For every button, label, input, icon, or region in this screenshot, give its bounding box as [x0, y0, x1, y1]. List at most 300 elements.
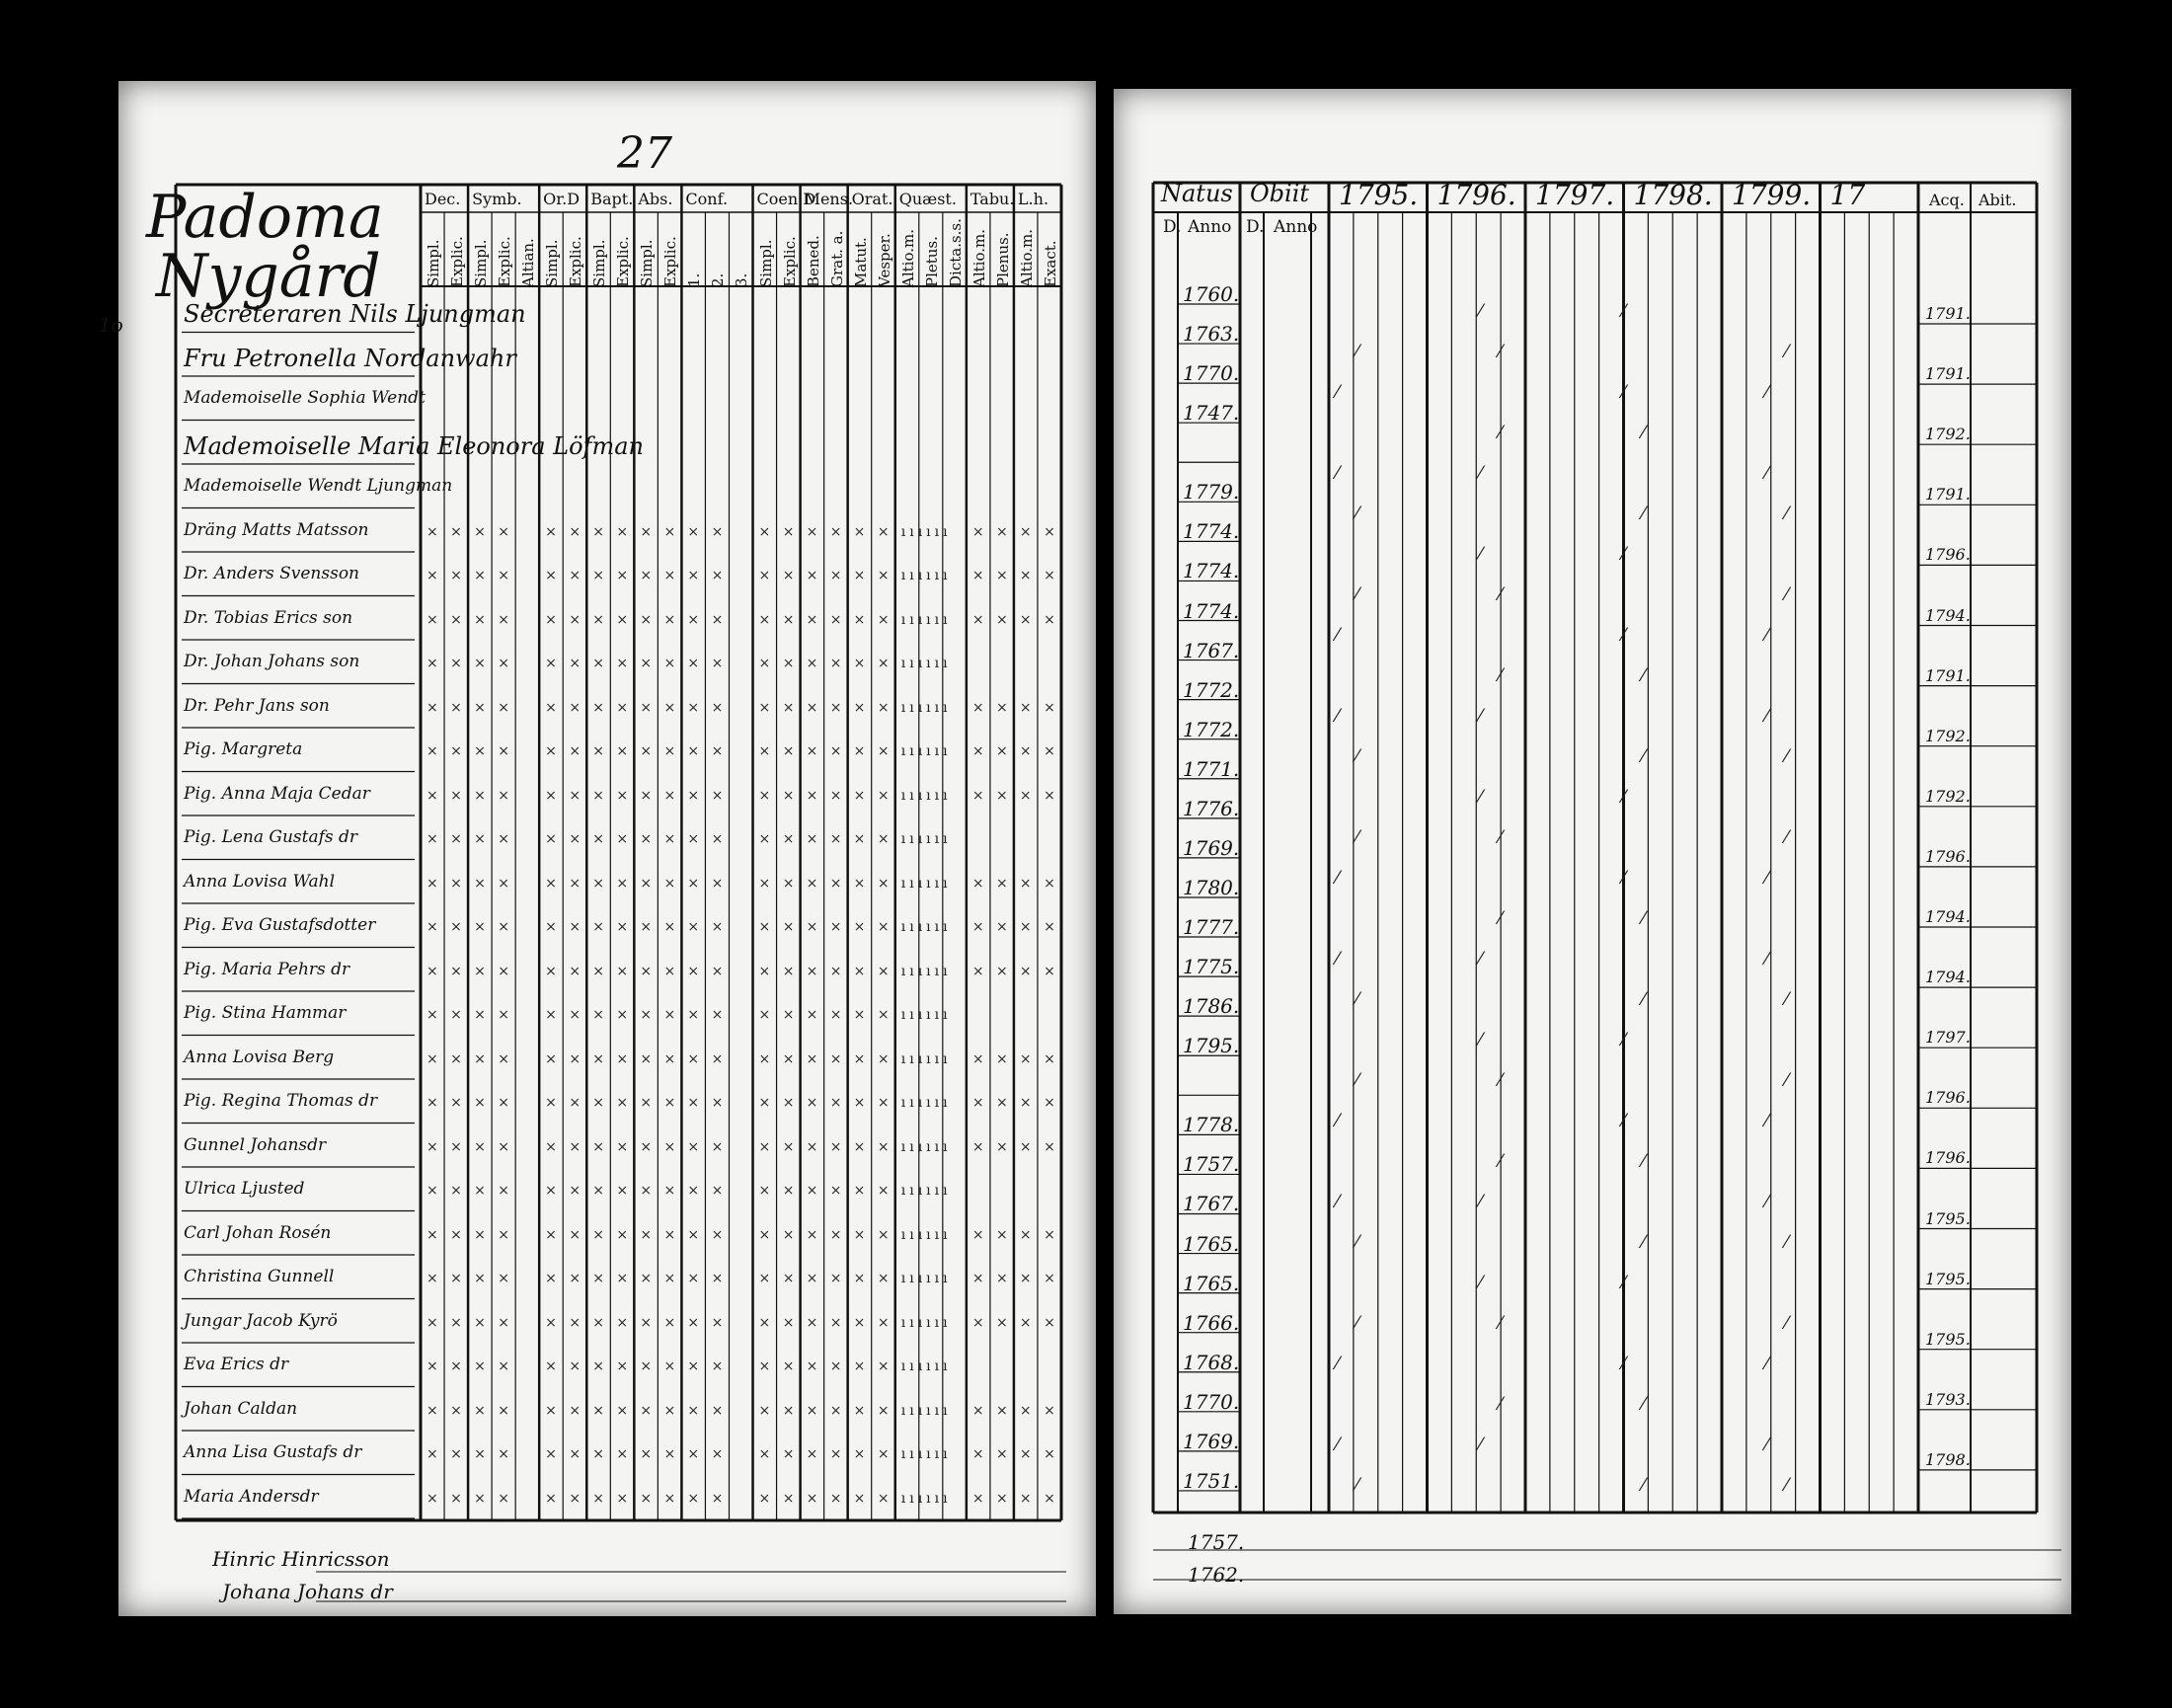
tally-mark: × × [427, 875, 466, 892]
tally-mark: × × [474, 568, 513, 584]
tally-fraction: ⁄ [1499, 423, 1507, 443]
tally-mark: × × [427, 1271, 466, 1287]
column-group-header: Quæst. [898, 190, 957, 208]
register-row-name: Anna Lisa Gustafs dr [184, 1442, 362, 1463]
tally-mark: × × [592, 568, 633, 584]
tally-fraction: ⁄ [1622, 868, 1630, 889]
tally-mark: × × [687, 1226, 728, 1243]
tally-mark: × × [474, 1446, 513, 1463]
column-sub-header: 1. [685, 272, 704, 287]
column-sub-header: Grat. a. [827, 230, 846, 287]
year-header: 1797. [1535, 179, 1615, 211]
tally-mark: × × [474, 1183, 513, 1200]
tally-mark: × × [592, 787, 633, 804]
tally-fraction: ⁄ [1356, 827, 1363, 848]
register-row-name: Carl Johan Rosén [184, 1222, 332, 1243]
acq-year: 1792. [1925, 726, 1971, 745]
tally-mark: × × [1019, 1490, 1059, 1507]
tally-fraction: ⁄ [1785, 746, 1793, 767]
tally-mark: × × [853, 656, 893, 672]
tally-mark: × × [427, 1183, 466, 1200]
tally-mark: × × [758, 919, 799, 936]
tally-mark: × × [592, 743, 633, 760]
tally-mark: × × [971, 699, 1012, 716]
natus-day-header: D. [1163, 217, 1182, 237]
tally-mark: × × [640, 1007, 680, 1024]
tally-mark: × × [806, 656, 846, 672]
birth-year: 1769. [1183, 835, 1240, 860]
tally-mark: × × [971, 1490, 1012, 1507]
tally-fraction: ⁄ [1499, 827, 1507, 848]
tally-mark: × × [1019, 1226, 1059, 1243]
tally-mark: × × [640, 656, 680, 672]
tally-mark: ıııııı [900, 1095, 952, 1112]
year-header: 1795. [1339, 179, 1419, 211]
acq-year: 1795. [1925, 1208, 1971, 1228]
register-row-name: Pig. Maria Pehrs dr [184, 959, 350, 979]
tally-mark: × × [474, 875, 513, 892]
tally-mark: × × [545, 1007, 585, 1024]
tally-mark: × × [545, 1095, 585, 1112]
tally-fraction: ⁄ [1499, 1070, 1507, 1091]
acq-year: 1791. [1925, 665, 1971, 685]
tally-fraction: ⁄ [1336, 868, 1344, 889]
acq-year: 1792. [1925, 786, 1971, 806]
tally-mark: × × [853, 611, 893, 628]
tally-mark: ıııııı [900, 1359, 952, 1375]
tally-mark: × × [971, 1314, 1012, 1331]
tally-mark: ıııııı [900, 1314, 952, 1331]
tally-mark: × × [687, 1490, 728, 1507]
tally-fraction: ⁄ [1336, 625, 1344, 646]
tally-fraction: ⁄ [1499, 1313, 1507, 1334]
tally-mark: × × [640, 611, 680, 628]
tally-mark: × × [687, 1050, 728, 1067]
register-row-name: Ulrica Ljusted [184, 1179, 305, 1200]
tally-mark: × × [1019, 568, 1059, 584]
birth-year: 1760. [1183, 282, 1240, 306]
tally-mark: × × [592, 699, 633, 716]
tally-mark: × × [640, 1095, 680, 1112]
acq-year: 1796. [1925, 846, 1971, 866]
register-row-name: Anna Lovisa Berg [184, 1047, 335, 1067]
column-sub-header: Explic. [780, 236, 799, 287]
tally-fraction: ⁄ [1785, 1313, 1793, 1334]
tally-mark: × × [592, 1271, 633, 1287]
tally-fraction: ⁄ [1642, 1475, 1650, 1496]
tally-fraction: ⁄ [1479, 787, 1487, 808]
tally-mark: × × [971, 611, 1012, 628]
column-sub-header: 3. [733, 272, 751, 287]
estate-name-line1: Padoma [146, 183, 384, 252]
tally-fraction: ⁄ [1356, 342, 1363, 362]
birth-year: 1766. [1183, 1310, 1240, 1335]
birth-year: 1770. [1183, 1389, 1240, 1414]
tally-mark: × × [1019, 611, 1059, 628]
tally-mark: × × [545, 1183, 585, 1200]
tally-mark: × × [640, 1402, 680, 1419]
tally-mark: × × [427, 787, 466, 804]
tally-mark: × × [853, 1314, 893, 1331]
tally-fraction: ⁄ [1785, 989, 1793, 1010]
tally-fraction: ⁄ [1622, 1030, 1630, 1050]
register-row-name: Pig. Eva Gustafsdotter [184, 915, 376, 936]
tally-mark: × × [592, 1095, 633, 1112]
tally-mark: × × [545, 1490, 585, 1507]
tally-mark: × × [806, 1490, 846, 1507]
tally-mark: × × [427, 568, 466, 584]
tally-mark: × × [592, 919, 633, 936]
tally-mark: × × [758, 656, 799, 672]
tally-mark: × × [687, 919, 728, 936]
tally-fraction: ⁄ [1642, 908, 1650, 929]
birth-year: 1777. [1183, 915, 1240, 940]
tally-mark: × × [474, 1226, 513, 1243]
tally-mark: × × [853, 1490, 893, 1507]
tally-fraction: ⁄ [1785, 1232, 1793, 1253]
tally-fraction: ⁄ [1642, 1151, 1650, 1172]
tally-mark: × × [592, 1314, 633, 1331]
tally-fraction: ⁄ [1356, 1232, 1363, 1253]
tally-mark: × × [687, 1359, 728, 1375]
tally-mark: × × [758, 1226, 799, 1243]
tally-mark: × × [545, 656, 585, 672]
year-header: 1796. [1436, 179, 1516, 211]
tally-mark: × × [971, 1402, 1012, 1419]
tally-mark: × × [806, 875, 846, 892]
tally-mark: × × [687, 1138, 728, 1155]
tally-mark: × × [427, 1446, 466, 1463]
tally-fraction: ⁄ [1479, 949, 1487, 970]
register-row-name: Pig. Anna Maja Cedar [184, 783, 370, 804]
tally-mark: × × [758, 523, 799, 540]
tally-fraction: ⁄ [1336, 1111, 1344, 1131]
tally-mark: × × [1019, 963, 1059, 979]
tally-mark: × × [806, 1138, 846, 1155]
birth-year: 1767. [1183, 638, 1240, 662]
tally-mark: × × [474, 787, 513, 804]
tally-mark: × × [427, 919, 466, 936]
tally-mark: × × [687, 523, 728, 540]
tally-fraction: ⁄ [1479, 1273, 1487, 1293]
tally-mark: × × [640, 523, 680, 540]
birth-year: 1757. [1183, 1152, 1240, 1177]
tally-mark: × × [427, 1138, 466, 1155]
tally-mark: × × [545, 1226, 585, 1243]
tally-mark: × × [758, 1007, 799, 1024]
birth-year: 1751. [1183, 1468, 1240, 1493]
tally-mark: × × [853, 875, 893, 892]
acq-year: 1791. [1925, 304, 1971, 323]
tally-mark: × × [971, 919, 1012, 936]
register-row-name: Gunnel Johansdr [184, 1134, 327, 1155]
tally-fraction: ⁄ [1499, 1151, 1507, 1172]
tally-fraction: ⁄ [1356, 584, 1363, 605]
tally-mark: × × [592, 1359, 633, 1375]
column-sub-header: Explic. [448, 236, 467, 287]
column-sub-header: Simpl. [425, 239, 442, 287]
tally-mark: × × [1019, 1402, 1059, 1419]
tally-fraction: ⁄ [1622, 1111, 1630, 1131]
tally-fraction: ⁄ [1785, 504, 1793, 524]
tally-fraction: ⁄ [1336, 706, 1344, 727]
tally-mark: × × [474, 1271, 513, 1287]
acq-year: 1791. [1925, 364, 1971, 384]
column-sub-header: Altian. [519, 238, 538, 287]
column-sub-header: Simpl. [472, 239, 491, 287]
birth-year: 1779. [1183, 480, 1240, 505]
tally-mark: ıııııı [900, 611, 952, 628]
birth-year: 1772. [1183, 717, 1240, 741]
birth-year: 1768. [1183, 1350, 1240, 1374]
tally-fraction: ⁄ [1356, 1313, 1363, 1334]
tally-fraction: ⁄ [1622, 1273, 1630, 1293]
register-row-name: Anna Lovisa Wahl [184, 871, 336, 892]
tally-mark: × × [971, 787, 1012, 804]
tally-mark: × × [640, 919, 680, 936]
tally-fraction: ⁄ [1479, 1435, 1487, 1455]
register-row-name: Pig. Stina Hammar [184, 1003, 347, 1024]
tally-mark: × × [806, 1446, 846, 1463]
tally-fraction: ⁄ [1336, 382, 1344, 403]
tally-mark: × × [474, 1007, 513, 1024]
birth-year: 1774. [1183, 559, 1240, 583]
tally-mark: × × [853, 831, 893, 848]
tally-fraction: ⁄ [1499, 665, 1507, 686]
tally-mark: × × [545, 568, 585, 584]
tally-mark: × × [427, 1314, 466, 1331]
tally-mark: × × [427, 699, 466, 716]
tally-mark: × × [687, 963, 728, 979]
tally-mark: ıııııı [900, 1271, 952, 1287]
tally-mark: × × [758, 611, 799, 628]
tally-mark: × × [806, 1359, 846, 1375]
tally-mark: ıııııı [900, 699, 952, 716]
tally-mark: ıııııı [900, 1138, 952, 1155]
natus-year-header: Anno [1188, 217, 1232, 237]
left-register-page [99, 81, 1096, 1616]
tally-mark: ıııııı [900, 1183, 952, 1200]
column-group-header: Conf. [685, 190, 729, 208]
tally-mark: × × [545, 1138, 585, 1155]
tally-mark: ıııııı [900, 787, 952, 804]
tally-mark: × × [474, 611, 513, 628]
tally-mark: × × [427, 611, 466, 628]
obiit-header: Obiit [1250, 180, 1310, 207]
register-row-name: Dr. Johan Johans son [184, 652, 360, 672]
tally-mark: × × [545, 1050, 585, 1067]
tally-fraction: ⁄ [1336, 949, 1344, 970]
register-row-name: Johan Caldan [184, 1398, 298, 1419]
tally-mark: × × [853, 1271, 893, 1287]
tally-mark: × × [640, 699, 680, 716]
tally-mark: × × [853, 1402, 893, 1419]
column-sub-header: Altio.m. [1017, 229, 1036, 287]
tally-mark: × × [640, 1050, 680, 1067]
register-row-name: Mademoiselle Maria Eleonora Löfman [184, 431, 644, 460]
tally-mark: × × [853, 1359, 893, 1375]
tally-mark: × × [758, 1138, 799, 1155]
tally-mark: × × [687, 875, 728, 892]
page-number: 27 [617, 128, 672, 179]
tally-fraction: ⁄ [1765, 463, 1773, 484]
register-row-name: Dräng Matts Matsson [184, 519, 369, 540]
tally-mark: × × [592, 963, 633, 979]
tally-fraction: ⁄ [1785, 1070, 1793, 1091]
tally-mark: × × [474, 1050, 513, 1067]
tally-mark: × × [806, 611, 846, 628]
birth-year: 1780. [1183, 875, 1240, 899]
tally-fraction: ⁄ [1785, 342, 1793, 362]
register-row-name: Pig. Regina Thomas dr [184, 1091, 378, 1112]
tally-mark: × × [427, 1007, 466, 1024]
tally-mark: × × [687, 656, 728, 672]
tally-mark: × × [592, 1490, 633, 1507]
tally-mark: × × [971, 1138, 1012, 1155]
footer-year-2: 1762. [1188, 1563, 1245, 1587]
tally-mark: × × [592, 1050, 633, 1067]
tally-mark: ıııııı [900, 1007, 952, 1024]
tally-mark: × × [758, 1314, 799, 1331]
acq-year: 1794. [1925, 968, 1971, 987]
tally-mark: × × [853, 1095, 893, 1112]
right-register-page [1114, 89, 2071, 1614]
column-sub-header: Vesper. [875, 233, 893, 287]
acq-year: 1798. [1925, 1449, 1971, 1469]
register-row-name: Eva Erics dr [184, 1355, 289, 1375]
tally-mark: × × [474, 1490, 513, 1507]
tally-mark: × × [971, 1271, 1012, 1287]
tally-mark: × × [640, 787, 680, 804]
footer-row-1: Hinric Hinricsson [212, 1547, 390, 1571]
tally-mark: × × [758, 743, 799, 760]
tally-mark: × × [687, 1446, 728, 1463]
tally-mark: × × [427, 1490, 466, 1507]
tally-mark: × × [853, 963, 893, 979]
tally-mark: × × [758, 1050, 799, 1067]
column-sub-header: Simpl. [590, 239, 609, 287]
acq-year: 1796. [1925, 1148, 1971, 1168]
tally-fraction: ⁄ [1642, 504, 1650, 524]
tally-mark: × × [853, 919, 893, 936]
acq-year: 1791. [1925, 485, 1971, 505]
column-sub-header: Plenus. [993, 232, 1012, 287]
tally-mark: × × [853, 1007, 893, 1024]
tally-mark: × × [806, 1271, 846, 1287]
tally-mark: × × [474, 523, 513, 540]
tally-mark: × × [758, 875, 799, 892]
year-header: 17 [1829, 179, 1866, 211]
tally-mark: × × [687, 1314, 728, 1331]
tally-mark: × × [853, 1050, 893, 1067]
tally-mark: × × [687, 831, 728, 848]
tally-fraction: ⁄ [1499, 584, 1507, 605]
tally-mark: × × [474, 699, 513, 716]
tally-fraction: ⁄ [1765, 625, 1773, 646]
tally-fraction: ⁄ [1336, 1192, 1344, 1212]
footer-row-2: Johana Johans dr [222, 1580, 393, 1603]
tally-mark: × × [971, 963, 1012, 979]
tally-fraction: ⁄ [1356, 746, 1363, 767]
tally-mark: × × [474, 1095, 513, 1112]
column-sub-header: Pletus. [922, 236, 941, 287]
tally-mark: × × [806, 1050, 846, 1067]
tally-mark: × × [545, 1359, 585, 1375]
tally-mark: × × [474, 743, 513, 760]
tally-mark: × × [640, 1446, 680, 1463]
tally-mark: × × [474, 1402, 513, 1419]
register-row-name: Mademoiselle Wendt Ljungman [184, 476, 453, 497]
birth-year: 1747. [1183, 401, 1240, 426]
register-row-name: Christina Gunnell [184, 1267, 335, 1287]
tally-mark: × × [971, 875, 1012, 892]
tally-fraction: ⁄ [1622, 544, 1630, 565]
tally-mark: × × [758, 1183, 799, 1200]
tally-mark: × × [592, 1138, 633, 1155]
birth-year: 1771. [1183, 756, 1240, 781]
tally-mark: × × [853, 743, 893, 760]
tally-fraction: ⁄ [1356, 1475, 1363, 1496]
column-sub-header: Simpl. [756, 239, 775, 287]
margin-note-1: 1o [99, 313, 123, 337]
tally-fraction: ⁄ [1622, 301, 1630, 322]
tally-mark: × × [853, 699, 893, 716]
tally-mark: × × [806, 699, 846, 716]
tally-mark: × × [427, 656, 466, 672]
tally-mark: × × [545, 523, 585, 540]
tally-mark: × × [806, 1095, 846, 1112]
tally-mark: × × [687, 787, 728, 804]
tally-mark: ıııııı [900, 963, 952, 979]
birth-year: 1774. [1183, 598, 1240, 623]
tally-mark: × × [592, 1402, 633, 1419]
tally-mark: × × [758, 568, 799, 584]
tally-mark: ıııııı [900, 568, 952, 584]
tally-mark: × × [1019, 1095, 1059, 1112]
tally-fraction: ⁄ [1785, 584, 1793, 605]
tally-mark: × × [806, 1183, 846, 1200]
tally-mark: × × [758, 1271, 799, 1287]
tally-mark: × × [687, 743, 728, 760]
tally-mark: × × [640, 1138, 680, 1155]
tally-mark: × × [853, 787, 893, 804]
tally-mark: × × [971, 523, 1012, 540]
tally-mark: × × [640, 831, 680, 848]
tally-mark: × × [853, 1226, 893, 1243]
column-sub-header: Bened. [804, 235, 822, 287]
tally-mark: × × [971, 1050, 1012, 1067]
tally-mark: × × [806, 787, 846, 804]
tally-mark: × × [1019, 919, 1059, 936]
tally-mark: × × [545, 875, 585, 892]
column-group-header: Dec. [425, 190, 461, 208]
birth-year: 1774. [1183, 519, 1240, 544]
tally-mark: × × [545, 699, 585, 716]
tally-mark: × × [640, 1359, 680, 1375]
tally-fraction: ⁄ [1356, 989, 1363, 1010]
birth-year: 1770. [1183, 361, 1240, 386]
tally-fraction: ⁄ [1499, 1394, 1507, 1415]
column-group-header: Tabu. [970, 190, 1015, 208]
tally-mark: × × [687, 611, 728, 628]
register-row-name: Secreteraren Nils Ljungman [184, 300, 526, 329]
tally-mark: × × [758, 1095, 799, 1112]
tally-mark: × × [806, 1314, 846, 1331]
tally-fraction: ⁄ [1336, 1354, 1344, 1374]
birth-year: 1769. [1183, 1429, 1240, 1453]
tally-fraction: ⁄ [1765, 706, 1773, 727]
tally-mark: × × [687, 1271, 728, 1287]
